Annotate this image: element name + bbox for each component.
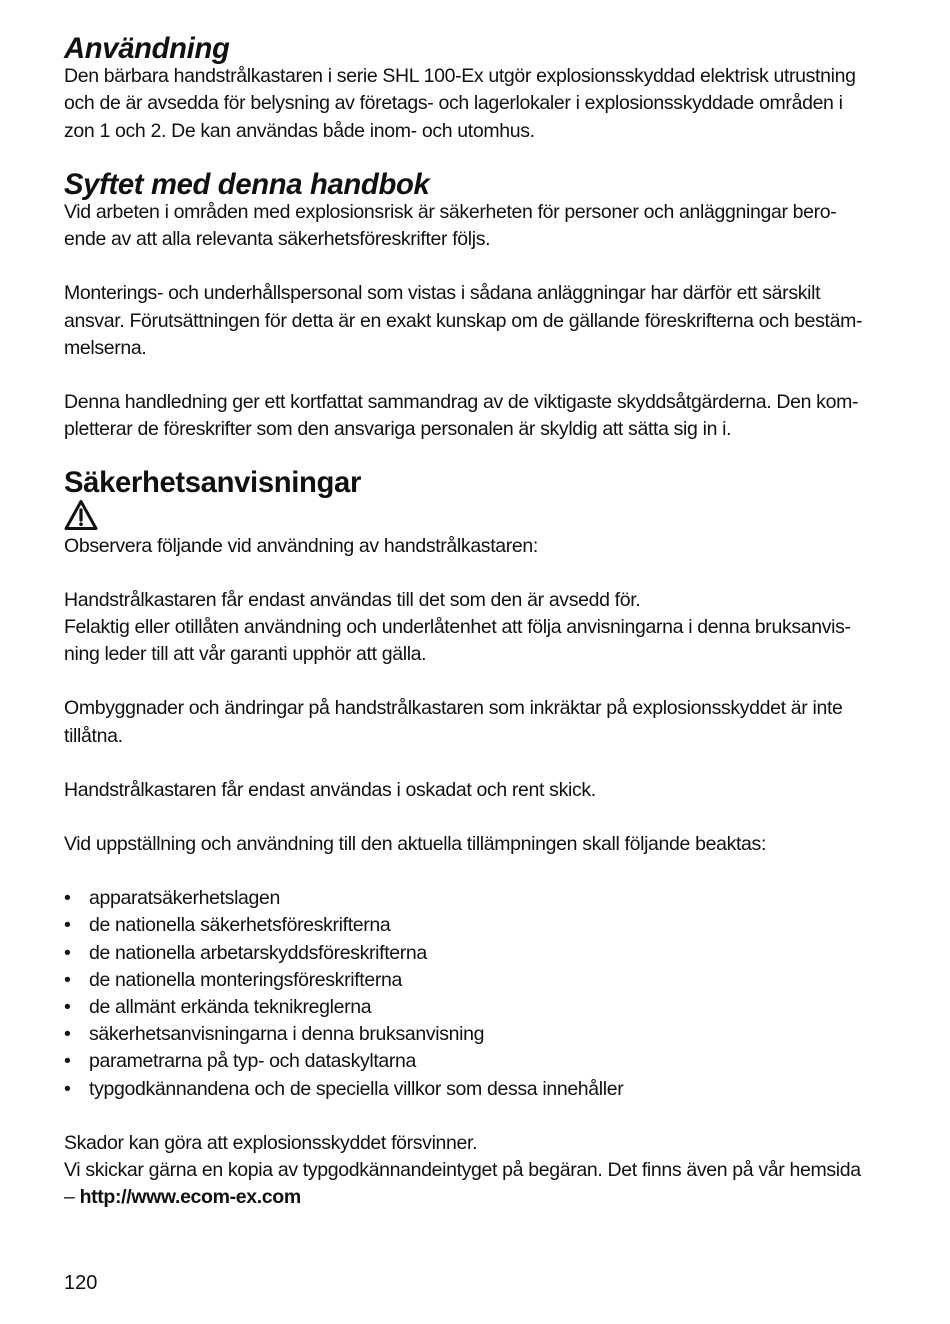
text-line: ansvar. Förutsättningen för detta är en exakt kunskap om de gällande föreskrifterna och bestäm-: [64, 309, 863, 332]
bullet-icon: •: [64, 914, 71, 937]
bullet-icon: •: [64, 941, 71, 964]
text-line: Ombyggnader och ändringar på handstrålkastaren som inkräktar på explosionsskyddet är inte: [64, 697, 843, 720]
text-line: ning leder till att vår garanti upphör att gälla.: [64, 643, 427, 666]
bullet-icon: •: [64, 1023, 71, 1046]
safety-paragraph-2: [64, 695, 894, 749]
list-item: • säkerhetsanvisningarna i denna bruksanvisning: [64, 1021, 894, 1048]
bullet-icon: •: [64, 1050, 71, 1073]
text-line: Den bärbara handstrålkastaren i serie SHL 100-Ex utgör explosionsskyddad elektrisk utrustning: [64, 65, 856, 88]
text-line: Vi skickar gärna en kopia av typgodkännandeintyget på begäran. Det finns även på vår hemsida: [64, 1159, 861, 1182]
list-item: • de allmänt erkända teknikreglerna: [64, 994, 894, 1021]
purpose-paragraph-2: [64, 280, 894, 362]
bullet-icon: •: [64, 1077, 71, 1100]
text-line: pletterar de föreskrifter som den ansvariga personalen är skyldig att sätta sig in i.: [64, 418, 732, 441]
text-line: melserna.: [64, 336, 147, 359]
list-item: • apparatsäkerhetslagen: [64, 885, 894, 912]
text-line: Monterings- och underhållspersonal som vistas i sådana anläggningar har därför ett särskilt: [64, 282, 821, 305]
observe-text: Observera följande vid användning av handstrålkastaren:: [64, 534, 538, 557]
page-number: 120: [64, 1272, 98, 1294]
text-line: zon 1 och 2. De kan användas både inom- och utomhus.: [64, 119, 535, 142]
bullet-icon: •: [64, 968, 71, 991]
bullet-icon: •: [64, 996, 71, 1019]
text-line: ende av att alla relevanta säkerhetsföreskrifter följs.: [64, 228, 491, 251]
purpose-paragraph-1: [64, 199, 894, 253]
text-line: Felaktig eller otillåten användning och underlåtenhet att följa anvisningarna i denna bruksanvis-: [64, 616, 851, 639]
text-line: Denna handledning ger ett kortfattat sammandrag av de viktigaste skyddsåtgärderna. Den kom-: [64, 391, 859, 414]
heading-purpose: Syftet med denna handbok: [64, 168, 430, 201]
text-line: Skador kan göra att explosionsskyddet försvinner.: [64, 1131, 478, 1154]
safety-paragraph-4: Vid uppställning och användning till den aktuella tillämpningen skall följande beaktas:: [64, 833, 767, 856]
link-prefix: –: [64, 1186, 80, 1209]
requirements-list: [64, 885, 894, 1103]
website-link[interactable]: http://www.ecom-ex.com: [79, 1186, 301, 1209]
document-page: [64, 33, 894, 1212]
heading-safety: Säkerhetsanvisningar: [64, 467, 362, 500]
list-item: • de nationella säkerhetsföreskrifterna: [64, 912, 894, 939]
safety-paragraph-3: Handstrålkastaren får endast användas i oskadat och rent skick.: [64, 778, 596, 801]
usage-paragraph: [64, 63, 894, 145]
text-line: Handstrålkastaren får endast användas till det som den är avsedd för.: [64, 588, 641, 611]
text-line: och de är avsedda för belysning av företags- och lagerlokaler i explosionsskyddade områden i: [64, 92, 843, 115]
list-item: • de nationella monteringsföreskrifterna: [64, 967, 894, 994]
purpose-paragraph-3: [64, 389, 894, 443]
closing-paragraph: [64, 1130, 894, 1212]
list-item: • de nationella arbetarskyddsföreskrifterna: [64, 940, 894, 967]
text-line: tillåtna.: [64, 724, 123, 747]
list-item: • typgodkännandena och de speciella villkor som dessa innehåller: [64, 1076, 894, 1103]
safety-paragraph-1: [64, 587, 894, 669]
text-line: Vid arbeten i områden med explosionsrisk är säkerheten för personer och anläggningar bero-: [64, 201, 837, 224]
list-item: • parametrarna på typ- och dataskyltarna: [64, 1048, 894, 1075]
bullet-icon: •: [64, 887, 71, 910]
heading-usage: Användning: [64, 33, 230, 65]
warning-triangle-icon: [64, 499, 894, 533]
